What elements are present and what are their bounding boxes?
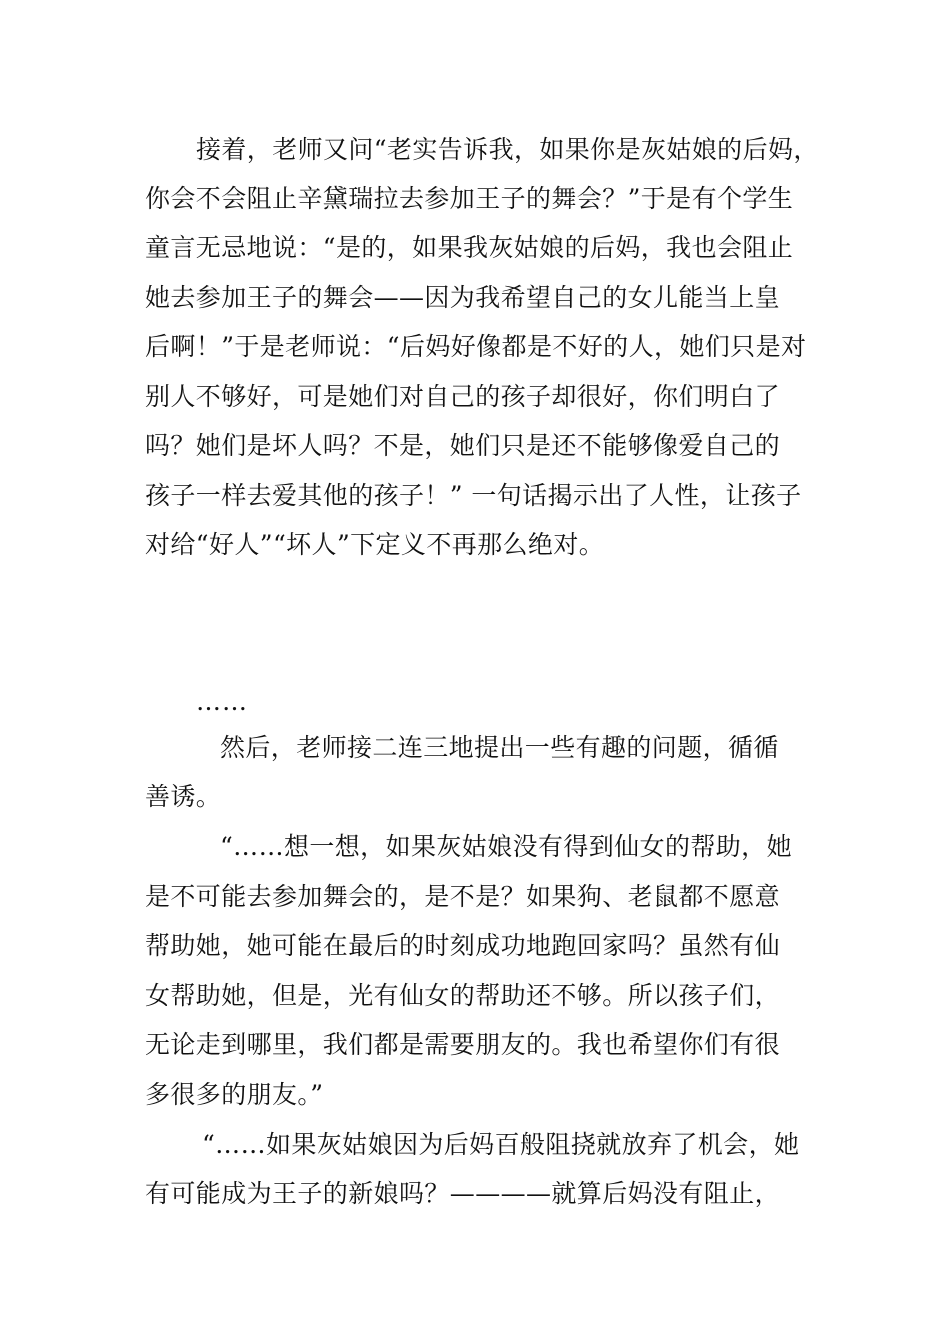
text-line: 无论走到哪里，我们都是需要朋友的。我也希望你们有很 (145, 1030, 781, 1059)
text-line: 对给“好人”“坏人”下定义不再那么绝对。 (145, 530, 605, 559)
text-line: 别人不够好，可是她们对自己的孩子却很好，你们明白了 (145, 382, 781, 411)
text-line: 女帮助她，但是，光有仙女的帮助还不够。所以孩子们， (145, 981, 781, 1010)
text-line: 吗？她们是坏人吗？不是，她们只是还不能够像爱自己的 (145, 431, 781, 460)
text-line: 善诱。 (145, 782, 222, 811)
text-line: 她去参加王子的舞会——因为我希望自己的女儿能当上皇 (145, 283, 781, 312)
text-line: 后啊！”于是老师说：“后妈好像都是不好的人，她们只是对 (145, 332, 807, 361)
ellipsis-line: …… (196, 687, 248, 716)
text-line: 童言无忌地说：“是的，如果我灰姑娘的后妈，我也会阻止 (145, 233, 794, 262)
text-line: 然后，老师接二连三地提出一些有趣的问题，循循 (220, 733, 779, 762)
text-line: 多很多的朋友。” (145, 1080, 324, 1109)
text-line: “……如果灰姑娘因为后妈百般阻挠就放弃了机会，她 (202, 1130, 800, 1159)
text-line: 帮助她，她可能在最后的时刻成功地跑回家吗？虽然有仙 (145, 931, 781, 960)
text-line: 有可能成为王子的新娘吗？————就算后妈没有阻止， (145, 1179, 781, 1208)
text-line: “……想一想，如果灰姑娘没有得到仙女的帮助，她 (220, 832, 792, 861)
text-line: 是不可能去参加舞会的，是不是？如果狗、老鼠都不愿意 (145, 882, 781, 911)
text-line: 你会不会阻止辛黛瑞拉去参加王子的舞会？”于是有个学生 (145, 184, 794, 213)
text-line: 接着，老师又问“老实告诉我，如果你是灰姑娘的后妈， (196, 135, 819, 164)
text-line: 孩子一样去爱其他的孩子！” 一句话揭示出了人性，让孩子 (145, 481, 802, 510)
